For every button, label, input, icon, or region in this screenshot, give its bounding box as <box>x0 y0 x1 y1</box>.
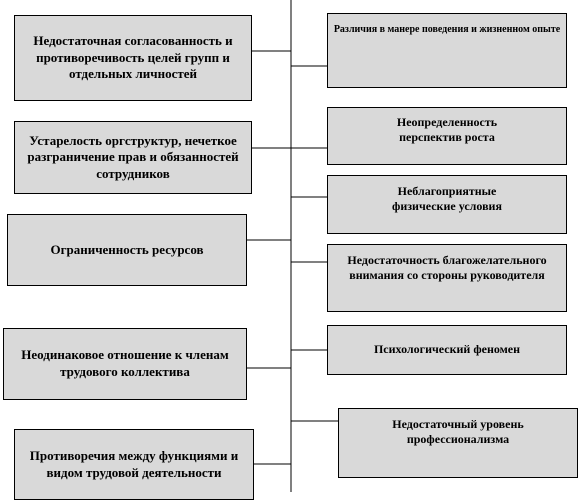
cause-box-behavior-differences <box>327 13 567 88</box>
cause-label: Неопределенность перспектив роста <box>396 115 498 145</box>
cause-label: Различия в манере поведения и жизненном опыте <box>333 24 561 35</box>
cause-label: Неблагоприятные физические условия <box>392 184 502 214</box>
cause-label: Ограниченность ресурсов <box>50 241 204 257</box>
cause-label: Противоречия между функциями и видом трудовой деятельности <box>29 447 239 480</box>
cause-box-physical-conditions <box>327 175 567 234</box>
cause-box-insufficient-attention <box>327 244 567 312</box>
cause-box-function-contradictions <box>14 429 254 500</box>
cause-box-outdated-structures <box>14 121 252 194</box>
cause-box-goals-inconsistency <box>14 15 252 101</box>
cause-label: Недостаточная согласованность и противоречивость целей групп и отдельных личностей <box>33 33 233 82</box>
cause-label: Устарелость оргструктур, нечеткое разграничение прав и обязанностей сотрудников <box>27 132 239 181</box>
cause-label: Недостаточность благожелательного внимания со стороны руководителя <box>347 253 547 283</box>
cause-box-low-professionalism <box>338 408 578 478</box>
cause-box-limited-resources <box>7 214 247 286</box>
cause-box-psychological-phenomenon <box>327 325 567 375</box>
cause-label: Недостаточный уровень профессионализма <box>392 417 524 447</box>
cause-label: Психологический феномен <box>373 342 521 357</box>
cause-box-uncertain-growth <box>327 107 567 165</box>
cause-box-unequal-attitude <box>3 328 247 400</box>
cause-label: Неодинаковое отношение к членам трудового коллектива <box>21 347 229 379</box>
